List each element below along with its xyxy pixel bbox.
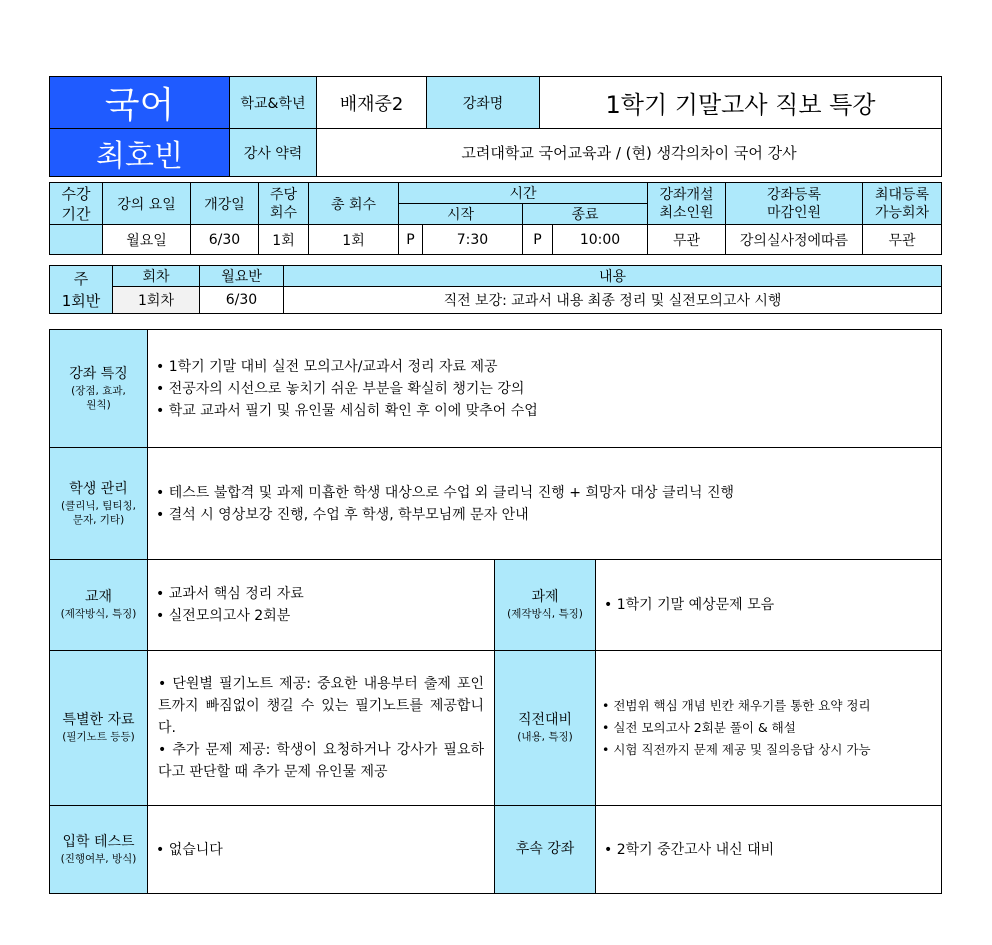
day-value: 월요일 [103, 225, 191, 255]
special-sub: (필기노트 등등) [62, 731, 135, 744]
table-row [50, 287, 942, 314]
list-item: • 없습니다 [156, 841, 223, 858]
entrance-test-label [50, 806, 148, 894]
homework-list [596, 560, 942, 651]
session-column-header: 회차 [113, 266, 200, 287]
list-item: • 실전모의고사 2회분 [156, 608, 291, 624]
entrance-test-title: 입학 테스트 [62, 833, 135, 850]
weekly-label-line-1: 주당 [269, 186, 298, 203]
content-cell: 직전 보강: 교과서 내용 최종 정리 및 실전모의고사 시행 [284, 287, 942, 314]
features-list [148, 330, 942, 448]
special-title: 특별한 자료 [62, 712, 135, 729]
end-time-value: 10:00 [553, 225, 648, 255]
reg-deadline-label [726, 183, 863, 225]
start-time-label: 시작 [399, 204, 523, 225]
list-item: • 결석 시 영상보강 진행, 수업 후 학생, 학부모님께 문자 안내 [156, 506, 529, 523]
max-label-line-2: 가능회차 [874, 204, 930, 221]
list-item: • 전공자의 시선으로 놓치기 쉬운 부분을 확실히 챙기는 강의 [156, 380, 525, 397]
special-materials-label [50, 651, 148, 806]
entrance-test-sub: (진행여부, 방식) [60, 852, 137, 865]
homework-title: 과제 [531, 589, 559, 606]
schedule-table [49, 182, 942, 255]
management-sub-1: (클리닉, 팀티칭, [61, 499, 136, 512]
day-label: 강의 요일 [103, 183, 191, 225]
entrance-test-list [148, 806, 495, 894]
max-sessions-value: 무관 [863, 225, 942, 255]
list-item: • 전범위 핵심 개념 빈칸 채우기를 통한 요약 정리 [602, 698, 871, 713]
followup-title: 후속 강좌 [515, 841, 575, 858]
end-ampm: P [523, 225, 553, 255]
features-label [50, 330, 148, 448]
course-info-table [49, 329, 942, 894]
start-time-value: 7:30 [423, 225, 523, 255]
final-prep-label [495, 651, 596, 806]
end-time-label: 종료 [523, 204, 648, 225]
weekly-label [259, 183, 309, 225]
teacher-name: 최호빈 [50, 129, 230, 177]
list-item: • 단원별 필기노트 제공: 중요한 내용부터 출제 포인트까지 빠짐없이 챙길 수 있는 필기노트를 제공합니다. [158, 676, 484, 736]
reg-label-line-1: 강좌등록 [766, 186, 822, 203]
day-column-header: 월요반 [200, 266, 284, 287]
reg-label-line-2: 마감인원 [766, 204, 822, 221]
max-label-line-1: 최대등록 [874, 186, 930, 203]
period-label-line-2: 기간 [61, 204, 91, 223]
session-group: 1회반 [61, 291, 101, 310]
class-table [49, 265, 942, 314]
start-date-value: 6/30 [191, 225, 259, 255]
time-label: 시간 [399, 183, 648, 204]
subject-cell: 국어 [50, 77, 230, 129]
management-title: 학생 관리 [69, 480, 128, 497]
total-value: 1회 [309, 225, 399, 255]
features-title: 강좌 특징 [69, 365, 128, 382]
textbook-title: 교재 [84, 589, 113, 606]
list-item: • 교과서 핵심 정리 자료 [156, 586, 304, 602]
list-item: • 테스트 불합격 및 과제 미흡한 학생 대상으로 수업 외 클리닉 진행 + 희망자 대상 클리닉 진행 [156, 484, 735, 501]
followup-list [596, 806, 942, 894]
start-ampm: P [399, 225, 423, 255]
textbook-label [50, 560, 148, 651]
textbook-sub: (제작방식, 특징) [60, 608, 137, 621]
management-label [50, 448, 148, 560]
followup-label [495, 806, 596, 894]
total-label: 총 회수 [309, 183, 399, 225]
course-name-label: 강좌명 [427, 77, 540, 129]
career-label: 강사 약력 [230, 129, 317, 177]
session-cell: 1회차 [113, 287, 200, 314]
date-cell: 6/30 [200, 287, 284, 314]
management-sub-2: 문자, 기타) [72, 513, 125, 526]
weekly-label-line-2: 회수 [269, 204, 298, 221]
start-date-label: 개강일 [191, 183, 259, 225]
special-materials-list [148, 651, 495, 806]
course-name-value: 1학기 기말고사 직보 특강 [540, 77, 942, 129]
homework-sub: (제작방식, 특징) [507, 608, 583, 621]
max-sessions-label [863, 183, 942, 225]
features-sub-1: (장점, 효과, [71, 384, 126, 397]
reg-deadline-value: 강의실사정에따름 [726, 225, 863, 255]
school-grade-value: 배재중2 [317, 77, 427, 129]
min-label-line-2: 최소인원 [659, 204, 714, 221]
list-item: • 1학기 기말 대비 실전 모의고사/교과서 정리 자료 제공 [156, 358, 498, 375]
session-group-label [50, 266, 113, 314]
course-header-table [49, 76, 942, 177]
list-item: • 1학기 기말 예상문제 모음 [604, 597, 775, 613]
period-label-continued [50, 225, 103, 255]
features-sub-2: 원칙) [86, 398, 111, 411]
school-grade-label: 학교&학년 [230, 77, 317, 129]
weekly-value: 1회 [259, 225, 309, 255]
min-people-label [648, 183, 726, 225]
career-value: 고려대학교 국어교육과 / (현) 생각의차이 국어 강사 [317, 129, 942, 177]
final-prep-sub: (내용, 특징) [517, 731, 573, 744]
final-prep-title: 직전대비 [517, 712, 573, 729]
period-label [50, 183, 103, 225]
week-label: 주 [73, 269, 89, 288]
content-column-header: 내용 [284, 266, 942, 287]
list-item: • 실전 모의고사 2회분 풀이 & 해설 [602, 720, 796, 735]
list-item: • 시험 직전까지 문제 제공 및 질의응답 상시 가능 [602, 742, 871, 757]
min-label-line-1: 강좌개설 [659, 186, 714, 203]
final-prep-list [596, 651, 942, 806]
list-item: • 2학기 중간고사 내신 대비 [604, 841, 775, 858]
management-list [148, 448, 942, 560]
period-label-line-1: 수강 [61, 184, 91, 203]
homework-label [495, 560, 596, 651]
min-people-value: 무관 [648, 225, 726, 255]
list-item: • 학교 교과서 필기 및 유인물 세심히 확인 후 이에 맞추어 수업 [156, 402, 538, 419]
list-item: • 추가 문제 제공: 학생이 요청하거나 강사가 필요하다고 판단할 때 추가 문제 유인물 제공 [158, 742, 484, 780]
textbook-list [148, 560, 495, 651]
